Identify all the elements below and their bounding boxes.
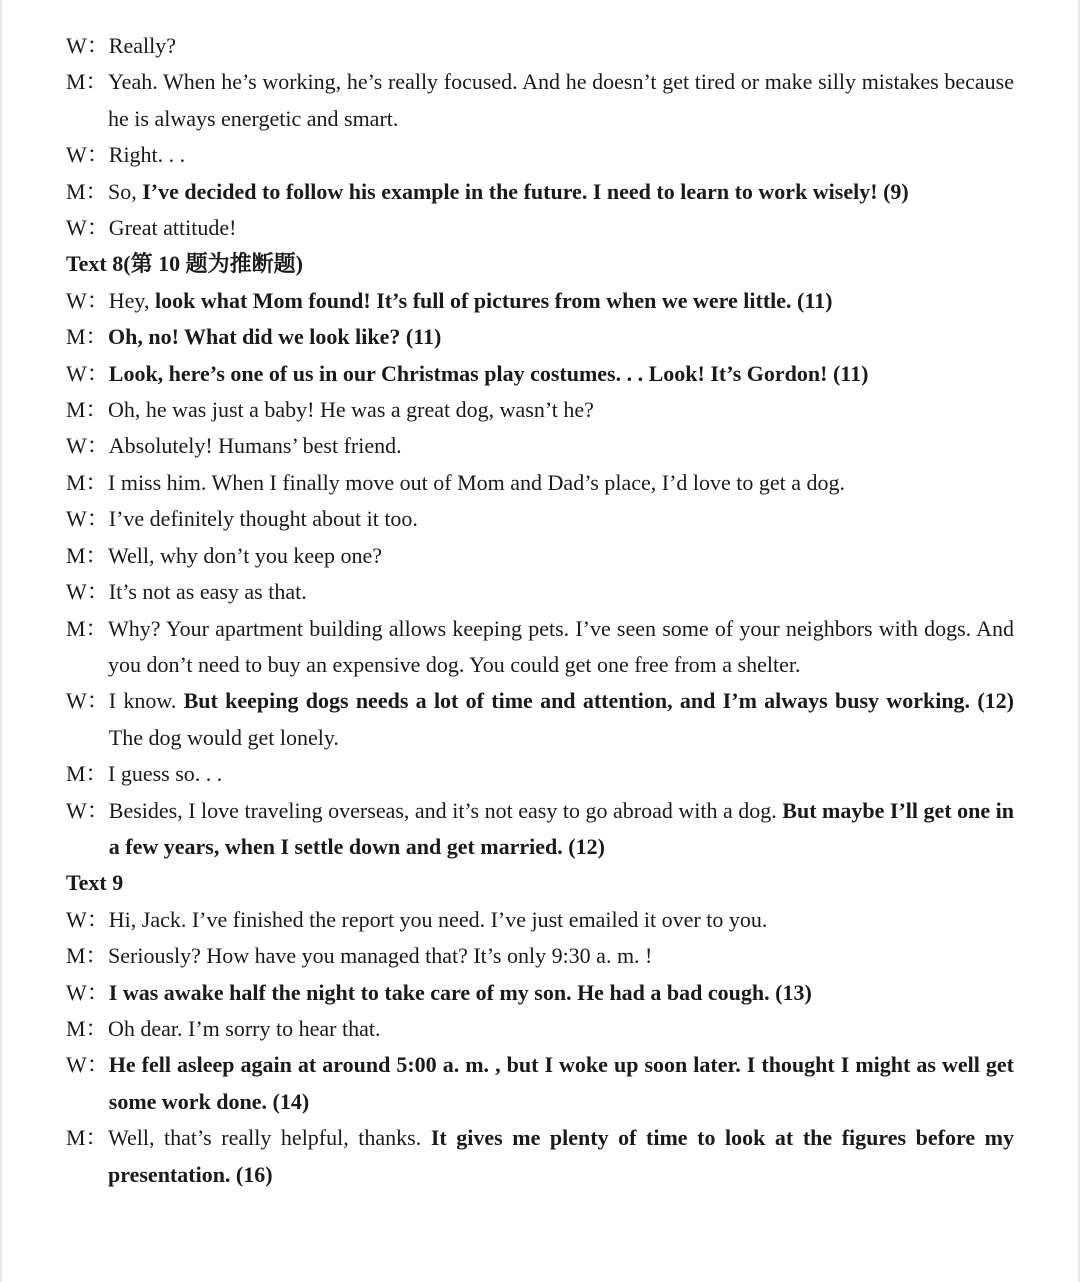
speaker-label: M： xyxy=(66,469,108,495)
speaker-label: M： xyxy=(66,542,108,568)
dialogue-line xyxy=(66,392,1014,428)
key-sentence: Oh, no! What did we look like? (11) xyxy=(108,324,442,350)
dialogue-line xyxy=(66,64,1014,137)
speech-text: Right. . . xyxy=(108,142,186,168)
dialogue-line xyxy=(66,319,1014,355)
dialogue-line xyxy=(66,1120,1014,1193)
key-sentence: But keeping dogs needs a lot of time and attention, and I’m always busy working. (12) xyxy=(183,688,1014,714)
speaker-label: W： xyxy=(66,797,109,823)
dialogue-line xyxy=(66,902,1014,938)
dialogue-line xyxy=(66,683,1014,756)
speech-text: Absolutely! Humans’ best friend. xyxy=(108,433,402,459)
dialogue-line xyxy=(66,756,1014,792)
speaker-label: W： xyxy=(66,287,109,313)
dialogue-line xyxy=(66,793,1014,866)
speaker-label: W： xyxy=(66,33,109,58)
key-sentence: look what Mom found! It’s full of pictures from when we were little. (11) xyxy=(155,287,833,313)
dialogue-line xyxy=(66,28,1014,64)
dialogue-line xyxy=(66,574,1014,610)
speaker-label: W： xyxy=(66,215,109,241)
key-sentence: He fell asleep again at around 5:00 a. m. , but I woke up soon later. I thought I might as well get some work done. (14) xyxy=(108,1052,1014,1114)
dialogue-line xyxy=(66,938,1014,974)
dialogue-line xyxy=(66,501,1014,537)
speech-text xyxy=(109,356,1014,392)
dialogue-line xyxy=(66,611,1014,684)
speech-text: Hi, Jack. I’ve finished the report you need. I’ve just emailed it over to you. xyxy=(108,906,768,932)
dialogue-line xyxy=(66,428,1014,464)
key-sentence: But maybe I’ll get one in a few years, when I settle down and get married. (12) xyxy=(108,797,1014,859)
key-sentence: I’ve decided to follow his example in the future. I need to learn to work wisely! (9) xyxy=(142,178,909,204)
speaker-label: W： xyxy=(66,506,109,532)
dialogue-line xyxy=(66,137,1014,173)
speech-text: Besides, I love traveling overseas, and it’s not easy to go abroad with a dog. But maybe I’ll get one in a few years, when I settle down and get married. (12) xyxy=(108,797,1014,859)
key-sentence: Look, here’s one of us in our Christmas play costumes. . . Look! It’s Gordon! (11) xyxy=(108,360,869,386)
speech-text: I’ve definitely thought about it too. xyxy=(108,506,418,532)
dialogue-line xyxy=(66,538,1014,574)
speaker-label: M： xyxy=(66,761,108,787)
listening-transcript xyxy=(66,28,1014,1193)
speaker-label: W： xyxy=(66,433,109,459)
speaker-label: M： xyxy=(66,69,108,95)
speech-text: Really? xyxy=(108,33,176,58)
speaker-label: W： xyxy=(66,360,109,386)
speech-text: Yeah. When he’s working, he’s really focused. And he doesn’t get tired or make silly mistakes because he is always energetic and smart. xyxy=(108,69,1014,131)
speech-text: Well, that’s really helpful, thanks. It gives me plenty of time to look at the figures before my presentation. (16) xyxy=(108,1125,1014,1187)
dialogue-line xyxy=(66,356,1014,392)
speaker-label: M： xyxy=(66,178,108,204)
speech-text: Hey, look what Mom found! It’s full of pictures from when we were little. (11) xyxy=(108,287,833,313)
dialogue-line xyxy=(66,210,1014,246)
section-heading: Text 8(第 10 题为推断题) xyxy=(66,251,303,277)
dialogue-line xyxy=(66,174,1014,210)
key-sentence: It gives me plenty of time to look at the figures before my presentation. (16) xyxy=(108,1125,1014,1187)
speech-text: Well, why don’t you keep one? xyxy=(108,542,382,568)
speaker-label: M： xyxy=(66,1125,108,1151)
section-heading: Text 9 xyxy=(66,870,124,896)
dialogue-line xyxy=(66,465,1014,501)
speaker-label: W： xyxy=(66,906,109,932)
speaker-label: M： xyxy=(66,615,108,641)
speaker-label: W： xyxy=(66,142,109,168)
speech-text: Oh dear. I’m sorry to hear that. xyxy=(108,1015,381,1041)
speaker-label: W： xyxy=(66,979,109,1005)
speaker-label: W： xyxy=(66,688,109,714)
speech-text: Seriously? How have you managed that? It’s only 9:30 a. m. ! xyxy=(108,943,653,969)
speaker-label: M： xyxy=(66,397,108,423)
speech-text: Oh, he was just a baby! He was a great dog, wasn’t he? xyxy=(108,397,594,423)
speech-text: I know. But keeping dogs needs a lot of time and attention, and I’m always busy working. (12) The dog would get lonely. xyxy=(108,688,1014,750)
speaker-label: M： xyxy=(66,1015,108,1041)
speech-text: It’s not as easy as that. xyxy=(108,579,307,605)
speech-text: I guess so. . . xyxy=(108,761,223,787)
speaker-label: M： xyxy=(66,943,108,969)
dialogue-line xyxy=(66,1011,1014,1047)
speech-text: Great attitude! xyxy=(108,215,237,241)
speech-text: So, I’ve decided to follow his example in the future. I need to learn to work wisely! (9) xyxy=(108,178,909,204)
speech-text: Why? Your apartment building allows keeping pets. I’ve seen some of your neighbors with dogs. And you don’t need to buy an expensive dog. You could get one free from a shelter. xyxy=(108,615,1014,677)
speaker-label: W： xyxy=(66,1052,109,1078)
speech-text xyxy=(108,319,1014,355)
speaker-label: M： xyxy=(66,324,108,350)
speaker-label: W： xyxy=(66,579,109,605)
speech-text: I miss him. When I finally move out of Mom and Dad’s place, I’d love to get a dog. xyxy=(108,469,846,495)
dialogue-line xyxy=(66,1047,1014,1120)
dialogue-line xyxy=(66,283,1014,319)
dialogue-line xyxy=(66,975,1014,1011)
key-sentence: I was awake half the night to take care of my son. He had a bad cough. (13) xyxy=(108,979,812,1005)
speech-text xyxy=(109,1047,1014,1120)
speech-text xyxy=(109,975,1014,1011)
